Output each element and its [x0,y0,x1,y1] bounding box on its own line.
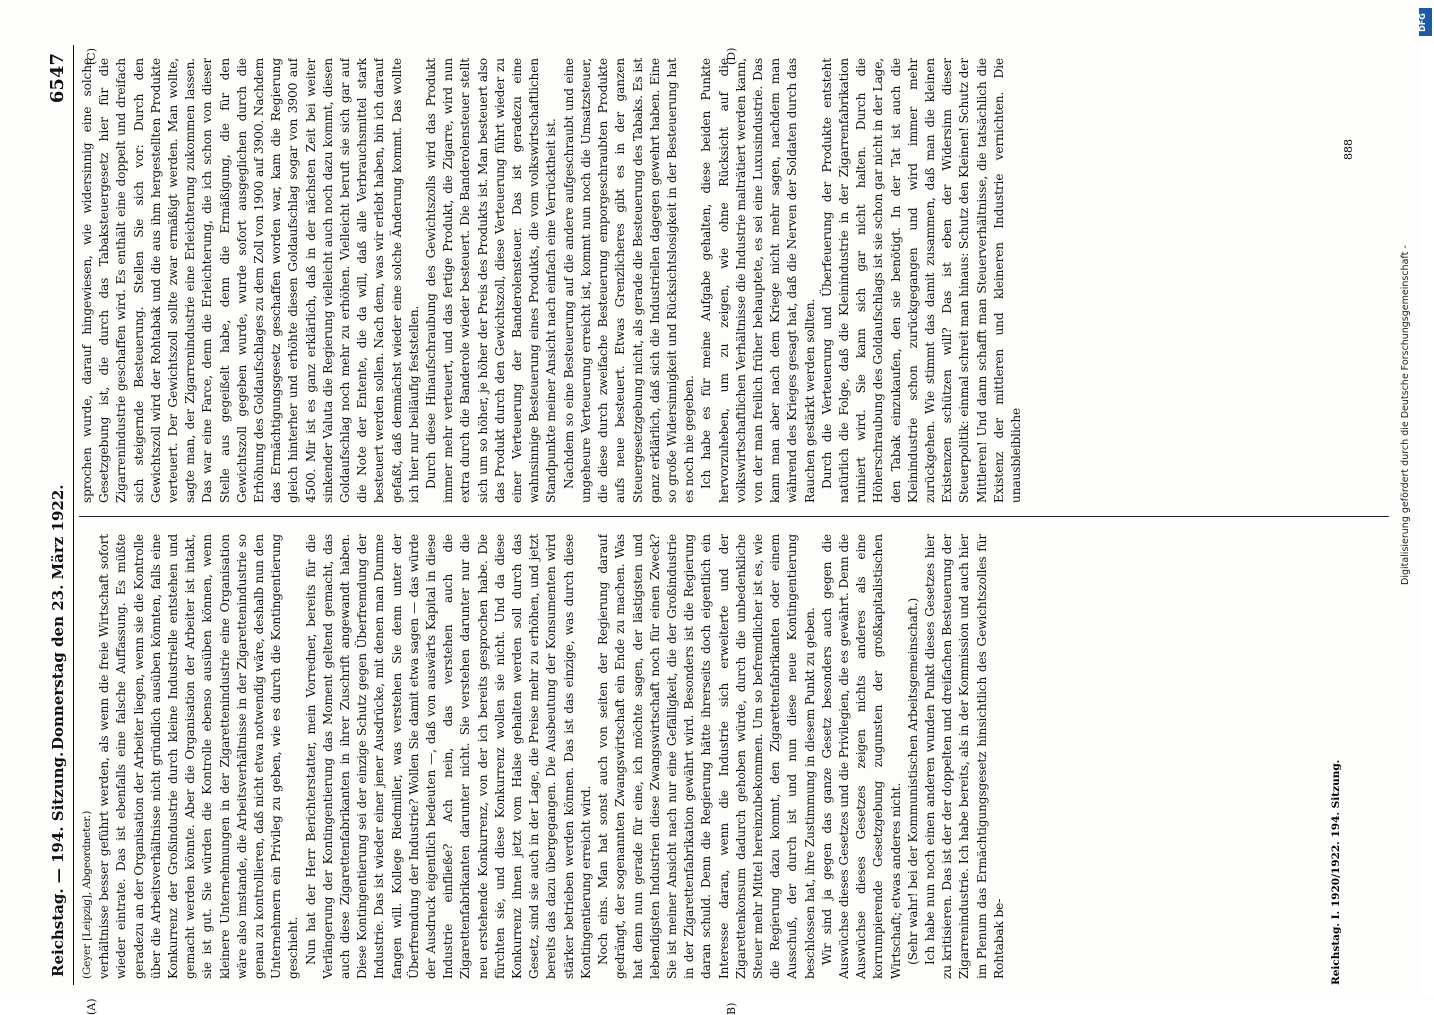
header-left: Reichstag. — 194. Sitzung. [49,751,67,977]
right-column [79,58,1394,503]
marker-b: B) [725,1002,738,1015]
page-header [45,45,74,985]
paragraph: Noch eins. Man hat sonst auch von seiten der Regierung darauf gedrängt, der sogenannten Zwangswirtschaft ein Ende zu machen. Was hat denn nun gerade für eine, ich möchte sagen, der lästigsten und lebendigsten Industrien diese Zwangswirtschaft noch für einen Zweck? Sie ist meiner Ansicht nach nur eine Gefälligkeit, die der Großindustrie in der Zigarettenfabrikation gewährt wird. Besonders ist die Regierung daran schuld. Denn die Regierung hätte ihrerseits doch eigentlich ein Interesse daran, wenn die Industrie sich erweiterte und der Zigarettenkonsum dadurch gehoben würde, durch die unbedenkliche Steuer mehr Mittel hereinzubekommen. Um so befremdlicher ist es, wie die Regierung dazu kommt, den Zigarettenfabrikanten oder einem Ausschuß, der durch ist und nun diese neue Kontingentierung beschlossen hat, ihre Zustimmung in diesem Punkt zu geben. [596,534,817,979]
paragraph: Wir sind ja gegen das ganze Gesetz besonders auch gegen die Auswüchse dieses Gesetzes und die Privilegien, die es gewährt. Denn die Auswüchse dieses Gesetzes zeigen nichts anderes als eine korrumpierende Gesetzgebung zugunsten der großkapitalistischen Wirtschaft; etwas anderes nicht. [819,534,903,979]
paragraph: Durch diese Hinaufschraubung des Gewichtszolls wird das Produkt immer mehr verteuert, und das fertige Produkt, die Zigarre, wird nun extra durch die Banderole wieder besteuert. Die Banderolensteuer stellt sich um so höher, je höher der Preis des Produkts ist. Man besteuert also das Produkt durch den Gewichtszoll, diese Verteuerung führt wieder zu einer Verteuerung der Banderolensteuer. Das ist geradezu eine wahnsinnige Besteuerung eines Produkts, die vom volkswirtschaftlichen Standpunkte meiner Ansicht nach einfach eine Verrücktheit ist. [424,58,559,503]
marker-a: (A) [85,998,98,1015]
footer-left: Reichstag. I. 1920/1922. 194. Sitzung. [1330,759,1342,985]
sidebar-strip [1418,8,1434,998]
footer-right: 888 [1342,139,1355,160]
paragraph: Nachdem so eine Besteuerung auf die andere aufgeschraubt und eine ungeheure Verteuerung erreicht ist, kommt nun noch die Umsatzsteuer, die diese durch zweifache Besteuerung emporgeschraubten Produkte aufs neue besteuert. Etwas Grenzlicheres gibt es in der ganzen Steuergesetzgebung nicht, als gerade die Besteuerung des Tabaks. Es ist ganz erklärlich, daß sich die Industriellen dagegen gewehrt haben. Eine so große Widersinnigkeit und Rücksichtslosigkeit in der Besteuerung hat es noch nie gegeben. [561,58,697,503]
page-number: 6547 [47,53,68,104]
left-column [79,534,1394,979]
paragraph: Durch die Verteuerung und Überfeuerung der Produkte entsteht natürlich die Folge, daß die Kleinindustrie in der Zigarrenfabrikation ruiniert wird. Sie kann sich gar nicht halten. Durch die Höherschraubung des Goldaufschlags ist sie schon gar nicht in der Lage, den Tabak einzukaufen, den sie benötigt. In der Tat ist auch die Kleinindustrie schon zurückgegangen und wird immer mehr zurückgehen. Wie stimmt das damit zusammen, daß man die kleinen Existenzen schützen will? Das ist eben der Widersinn dieser Steuerpolitik: einmal schreit man hinaus: Schutz den Kleinen! Schutz der Mittleren! Und dann schafft man Steuerverhältnisse, die tatsächlich die Existenz der mittleren und kleineren Industrie vernichten. Die unausbleibliche [819,58,1023,503]
dfg-logo-text: DFG [1417,13,1427,32]
paragraph: sprochen wurde, darauf hingewiesen, wie widersinnig eine solche Gesetzgebung ist, die durch das Tabaksteuergesetz hier für die Zigarrenindustrie geschaffen wird. Es enthält eine doppelt und dreifach sich steigernde Besteuerung. Stellen Sie sich vor: Durch den Gewichtszoll wird der Rohtabak und die aus ihm hergestellten Produkte verteuert. Der Gewichtszoll sollte zwar ermäßigt werden. Man wollte, sagte man, der Zigarrenindustrie eine Erleichterung zukommen lassen. Das war eine Farce, denn die Erleichterung, die ich schon von dieser Stelle aus gegeißelt habe, denn die Ermäßigung, die für den Gewichtszoll gegeben wurde, wurde sofort ausgeglichen durch die Erhöhung des Goldaufschlages zu dem Zoll von 1900 auf 3900. Nachdem das Ermächtigungsgesetz geschaffen worden war, kam die Regierung gleich hinterher und erhöhte diesen Goldaufschlag sogar von 3900 auf 4500. Mir ist es ganz erklärlich, daß in der nächsten Zeit bei weiter sinkender Valuta die Regierung vielleicht auch noch dazu kommt, diesen Goldaufschlag noch mehr zu erhöhen. Vielleicht beruft sie sich gar auf die Note der Entente, die da will, daß alle Verbrauchsmittel stark besteuert werden sollen. Nach dem, was wir erlebt haben, bin ich darauf gefaßt, daß demnächst wieder eine solche Änderung kommt. Das wollte ich hier nur beiläufig feststellen. [80,58,421,503]
dfg-logo [1419,8,1432,36]
paragraph: Ich habe nun noch einen anderen wunden Punkt dieses Gesetzes hier zu kritisieren. Das ist der der doppelten und dreifachen Besteuerung der Zigarrenindustrie. Ich habe bereits, als in der Kommission und auch hier im Plenum das Ermächtigungsgesetz hinsichtlich des Gewichtszolles für Rohtabak be- [922,534,1006,979]
column-divider [79,516,1389,517]
digitization-credit: Digitalisierung gefördert durch die Deutsche Forschungsgemeinschaft - [1400,245,1411,585]
rotated-newspaper-page [45,45,1400,1015]
marker-d: (D) [725,47,738,65]
paragraph: Ich habe es für meine Aufgabe gehalten, diese beiden Punkte hervorzuheben, um zu zeigen, wie ohne Rücksicht auf die volkswirtschaftlichen Verhältnisse die Industrie malträtiert werden kann, von der man freilich früher behauptete, es sei eine Luxusindustrie. Das kann man aber nach dem Kriege nicht mehr sagen, nachdem man während des Krieges gesagt hat, daß die Nerven der Soldaten durch das Rauchen gestärkt werden sollten. [699,58,817,503]
paragraph: verhältnisse besser geführt werden, als wenn die freie Wirtschaft sofort wieder eintrate. Das ist ebenfalls eine falsche Auffassung. Es müßte geradezu an der Organisation der Arbeiter liegen, wenn sie die Kontrolle über die Arbeitsverhältnisse nicht gründlich ausüben könnten, falls eine Konkurrenz der Großindustrie durch kleine Industrielle entstehen und gemacht werden könnte. Aber die Organisation der Arbeiter ist intakt, sie ist gut. Sie würden die Kontrolle ebenso ausüben können, wenn kleinere Unternehmungen in der Zigarettenindustrie eine Organisation wäre also imstande, die Arbeitsverhältnisse in der Zigarettenindustrie so genau zu kontrollieren, daß nicht etwa notwendig wäre, deshalb nun den Unternehmern ein Privileg zu geben, wie es durch die Kontingentierung geschieht. [97,534,301,979]
speaker-note: (Geyer [Leipzig], Abgeordneter.) [81,810,93,979]
marker-c: (C) [85,48,98,65]
paragraph: Nun hat der Herr Berichterstatter, mein Vorredner, bereits für die Verlängerung der Kontingentierung das Moment geltend gemacht, das auch diese Zigarettenfabrikanten in ihrer Zuschrift angewandt haben. Diese Kontingentierung sei der einzige Schutz gegen Überfremdung der Industrie. Das ist wieder einer jener Ausdrücke, mit denen man Dumme fangen will. Kollege Riedmiller, was verstehen Sie denn unter der Überfremdung der Industrie? Wollen Sie damit etwa sagen — das würde der Ausdruck eigentlich bedeuten —, daß von auswärts Kapital in diese Industrie einfließe? Ach nein, das verstehen auch die Zigarettenfabrikanten darunter nicht. Sie verstehen darunter nur die neu erstehende Konkurrenz, von der ich bereits gesprochen habe. Die fürchten sie, und diese Konkurrenz wollen sie nicht. Und da diese Konkurrenz ihnen jetzt vom Halse gehalten werden soll durch das Gesetz, sind sie auch in der Lage, die Preise mehr zu erhöhen, und jetzt bereits das dazu übergegangen. Die Ausbeutung der Konsumenten wird stärker betrieben werden können. Das ist das einzige, was durch diese Kontingentierung erreicht wird. [303,534,593,979]
header-date: Donnerstag den 23. März 1922. [49,484,67,750]
paragraph: (Sehr wahr! bei der Kommunistischen Arbeitsgemeinschaft.) [905,597,920,965]
